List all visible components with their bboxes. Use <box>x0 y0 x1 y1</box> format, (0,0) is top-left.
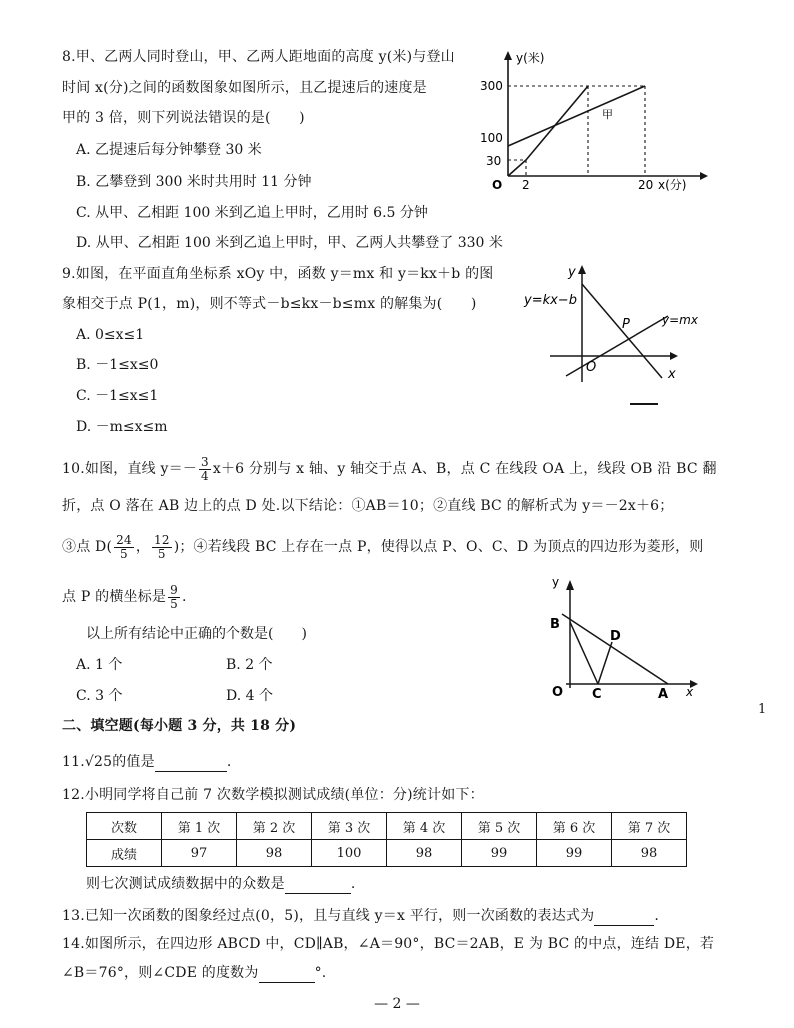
q10-option-c: C. 3 个 <box>76 688 123 704</box>
q8-line3: 甲的 3 倍，则下列说法错误的是( ) <box>62 110 305 126</box>
q8-graph <box>478 48 708 198</box>
q10-point-a: A <box>658 687 669 702</box>
q8-tick-100: 100 <box>480 131 503 145</box>
q10-point-c: C <box>592 687 602 702</box>
q13-text: 13.已知一次函数的图象经过点(0，5)，且与直线 y＝x 平行，则一次函数的表达式为 <box>62 908 595 924</box>
q9-point-p: P <box>622 317 630 332</box>
q9-option-a: A. 0≤x≤1 <box>76 327 145 343</box>
q9-y-label: y <box>568 265 576 280</box>
q8-tick-2: 2 <box>522 178 530 192</box>
q8-tick-20: 20 <box>638 178 654 192</box>
section-2-title: 二、填空题(每小题 3 分，共 18 分) <box>62 718 297 734</box>
table-cell: 第 7 次 <box>612 813 687 840</box>
q11-text: 11.√25的值是 <box>62 754 155 770</box>
table-row <box>87 840 687 867</box>
q10-line5: 以上所有结论中正确的个数是( ) <box>86 626 307 642</box>
q12-line2 <box>86 874 355 894</box>
q10-line4 <box>62 582 187 612</box>
q10-point-b: B <box>550 617 560 632</box>
q10-slope-num: 3 <box>201 454 209 469</box>
table-cell: 97 <box>162 840 237 867</box>
q8-option-a: A. 乙提速后每分钟攀登 30 米 <box>76 142 262 158</box>
q14-line1: 14.如图所示，在四边形 ABCD 中，CD∥AB，∠A＝90°，BC＝2AB，E 为 BC 的中点，连结 DE，若 <box>62 936 715 952</box>
table-cell: 第 2 次 <box>237 813 312 840</box>
q8-y-axis-label: y(米) <box>516 51 545 65</box>
q9-option-d: D. －m≤x≤m <box>76 419 168 435</box>
q10-line4-a: 点 P 的横坐标是 <box>62 589 167 605</box>
table-cell: 99 <box>537 840 612 867</box>
q8-origin: O <box>492 178 503 192</box>
q9-line1: 9.如图，在平面直角坐标系 xOy 中，函数 y＝mx 和 y＝kx＋b 的图 <box>62 266 494 282</box>
page-number: — 2 — <box>374 996 420 1012</box>
q10-dy-num: 12 <box>154 532 170 547</box>
q9-line2: 象相交于点 P(1，m)，则不等式－b≤kx－b≤mx 的解集为( ) <box>62 296 477 312</box>
q9-option-c: C. －1≤x≤1 <box>76 388 159 404</box>
q11-line <box>62 752 231 772</box>
q12-question: 则七次测试成绩数据中的众数是 <box>86 876 285 892</box>
q14-answer-blank[interactable] <box>259 968 315 983</box>
q9-graph <box>520 258 720 413</box>
q8-tick-30: 30 <box>486 154 502 168</box>
q10-line3 <box>62 532 704 562</box>
q10-graph <box>540 574 710 704</box>
q13-answer-blank[interactable] <box>594 911 654 926</box>
q10-dy-den: 5 <box>157 546 166 561</box>
q12-answer-blank[interactable] <box>285 879 351 894</box>
q10-px-fraction <box>168 584 180 611</box>
q10-dx-num: 24 <box>116 532 132 547</box>
q12-score-table <box>86 812 687 867</box>
q9-line1-label: y=kx−b <box>524 293 577 308</box>
q9-option-b: B. －1≤x≤0 <box>76 357 159 373</box>
q10-line1-a: 10.如图，直线 y＝－ <box>62 461 198 477</box>
table-cell: 第 5 次 <box>462 813 537 840</box>
q12-line1: 12.小明同学将自己前 7 次数学模拟测试成绩(单位：分)统计如下： <box>62 787 484 803</box>
q9-origin: O <box>586 360 597 375</box>
q10-px-num: 9 <box>170 582 178 597</box>
q10-line1-b: x＋6 分别与 x 轴、y 轴交于点 A、B，点 C 在线段 OA 上，线段 OB 沿 BC 翻 <box>212 461 717 477</box>
q8-tick-300: 300 <box>480 79 503 93</box>
q9-line2-label: y=mx <box>662 313 698 327</box>
q11-answer-blank[interactable] <box>155 757 227 772</box>
q10-slope-fraction <box>199 456 211 483</box>
q9-x-label: x <box>668 367 676 382</box>
q10-line3-b: ， <box>135 539 151 555</box>
q10-line3-a: ③点 D( <box>62 539 113 555</box>
table-cell: 第 6 次 <box>537 813 612 840</box>
table-cell: 98 <box>612 840 687 867</box>
q10-dy-fraction <box>152 534 172 561</box>
q13-line <box>62 906 659 926</box>
table-row <box>87 813 687 840</box>
table-cell: 98 <box>237 840 312 867</box>
q8-option-d: D. 从甲、乙相距 100 米到乙追上甲时，甲、乙两人共攀登了 330 米 <box>76 235 503 251</box>
table-cell: 100 <box>312 840 387 867</box>
q12-end: . <box>350 876 356 892</box>
q10-point-d: D <box>610 629 621 644</box>
q10-y-label: y <box>552 575 560 589</box>
table-cell: 第 4 次 <box>387 813 462 840</box>
q13-end: . <box>654 908 659 924</box>
table-cell: 次数 <box>87 813 162 840</box>
table-cell: 99 <box>462 840 537 867</box>
q10-option-d: D. 4 个 <box>226 688 273 704</box>
q10-line4-b: . <box>181 589 187 605</box>
q10-option-b: B. 2 个 <box>226 657 273 673</box>
q10-dx-fraction <box>114 534 134 561</box>
q8-option-b: B. 乙攀登到 300 米时共用时 11 分钟 <box>76 174 312 190</box>
q14-text: ∠B＝76°，则∠CDE 的度数为 <box>62 965 259 981</box>
q10-origin: O <box>552 685 564 700</box>
q10-slope-den: 4 <box>201 468 209 483</box>
q8-x-axis-label: x(分) <box>658 178 687 192</box>
q10-x-label: x <box>686 685 694 699</box>
table-cell: 98 <box>387 840 462 867</box>
q10-dx-den: 5 <box>120 546 128 561</box>
table-cell: 第 1 次 <box>162 813 237 840</box>
q10-option-a: A. 1 个 <box>76 657 123 673</box>
q10-line2: 折，点 O 落在 AB 边上的点 D 处.以下结论：①AB＝10；②直线 BC 的解析式为 y＝－2x＋6； <box>62 498 674 514</box>
q8-line1: 8.甲、乙两人同时登山，甲、乙两人距地面的高度 y(米)与登山 <box>62 49 455 65</box>
table-cell: 成绩 <box>87 840 162 867</box>
q14-end: °. <box>314 965 327 981</box>
q10-px-den: 5 <box>170 596 178 611</box>
q10-line1 <box>62 454 717 484</box>
q14-line2 <box>62 963 326 983</box>
q8-series-label: 甲 <box>602 108 613 121</box>
q11-end: . <box>226 754 232 770</box>
q8-line2: 时间 x(分)之间的函数图象如图所示，且乙提速后的速度是 <box>62 80 427 96</box>
q8-option-c: C. 从甲、乙相距 100 米到乙追上甲时，乙用时 6.5 分钟 <box>76 205 428 221</box>
table-cell: 第 3 次 <box>312 813 387 840</box>
q10-line3-c: )；④若线段 BC 上存在一点 P，使得以点 P、O、C、D 为顶点的四边形为菱形，则 <box>173 539 704 555</box>
margin-mark: 1 <box>758 702 767 717</box>
